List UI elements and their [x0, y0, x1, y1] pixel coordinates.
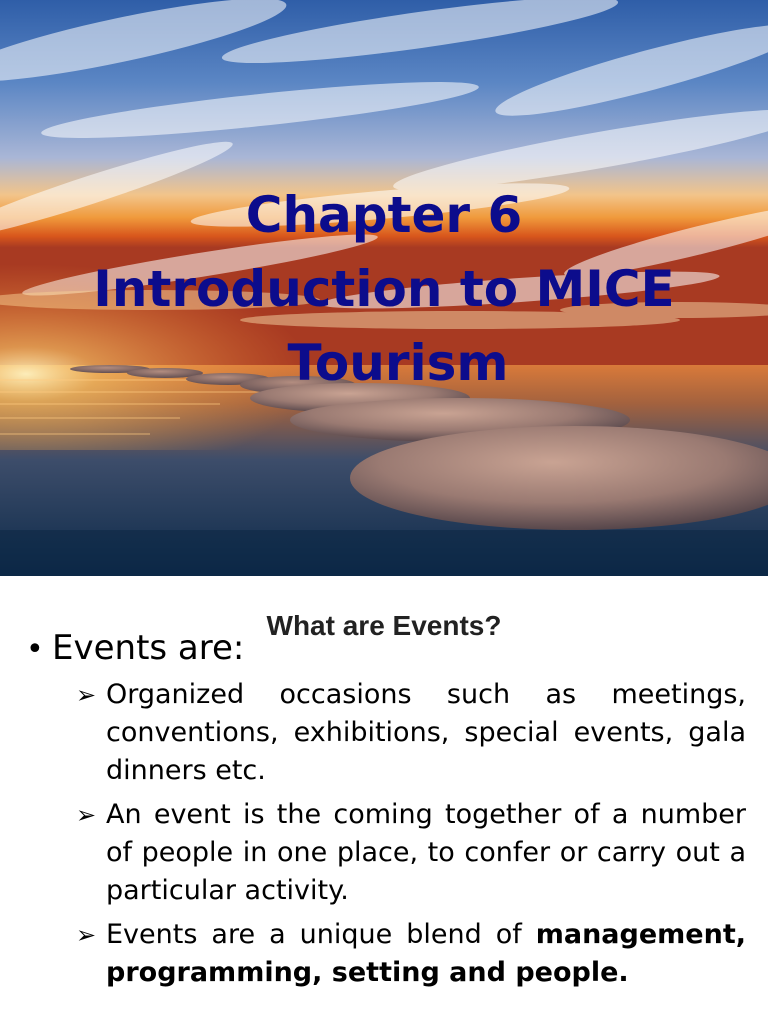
slide-heading: What are Events? [266, 610, 502, 641]
arrow-bullet-icon: ➢ [76, 681, 97, 709]
list-item-text: Events are a unique blend of [106, 919, 522, 950]
list-item [76, 916, 746, 992]
list-item [76, 676, 746, 790]
filled-circle-icon: • [26, 632, 44, 667]
arrow-bullet-icon: ➢ [76, 801, 97, 829]
main-bullet-text: Events are: [52, 628, 245, 668]
main-bullet [26, 628, 244, 668]
content-slide [0, 576, 768, 1024]
list-item-text: Organized occasions such as meetings, conventions, exhibitions, special events, gala dinners etc. [106, 679, 746, 786]
title-line-tourism: Tourism [287, 334, 509, 392]
sub-bullet-list [76, 676, 746, 998]
title-line-introduction: Introduction to MICE [93, 260, 675, 318]
slide-title [0, 178, 768, 400]
list-item-bold-text: management, programming, setting and people. [106, 919, 746, 988]
title-line-chapter: Chapter 6 [245, 186, 523, 244]
arrow-bullet-icon: ➢ [76, 921, 97, 949]
list-item-text: An event is the coming together of a number of people in one place, to confer or carry out a particular activity. [106, 799, 746, 906]
list-item [76, 796, 746, 910]
